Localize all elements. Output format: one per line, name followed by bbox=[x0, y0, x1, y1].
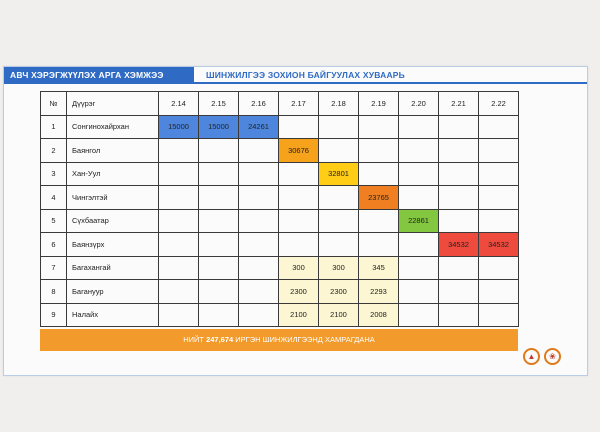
schedule-cell bbox=[239, 303, 279, 327]
schedule-cell: 22861 bbox=[399, 209, 439, 233]
col-header-date: 2.17 bbox=[279, 92, 319, 116]
schedule-cell bbox=[199, 139, 239, 163]
schedule-cell: 32801 bbox=[319, 162, 359, 186]
col-header-date: 2.19 bbox=[359, 92, 399, 116]
schedule-cell: 23765 bbox=[359, 186, 399, 210]
schedule-cell bbox=[199, 256, 239, 280]
schedule-cell bbox=[479, 303, 519, 327]
col-header-date: 2.15 bbox=[199, 92, 239, 116]
schedule-cell: 300 bbox=[279, 256, 319, 280]
schedule-cell bbox=[479, 139, 519, 163]
district-name: Баянзүрх bbox=[67, 233, 159, 257]
schedule-cell bbox=[159, 186, 199, 210]
schedule-cell bbox=[399, 233, 439, 257]
schedule-cell: 2100 bbox=[279, 303, 319, 327]
schedule-cell: 300 bbox=[319, 256, 359, 280]
table-body bbox=[41, 115, 519, 327]
schedule-cell bbox=[199, 209, 239, 233]
schedule-cell bbox=[439, 303, 479, 327]
total-prefix: НИЙТ bbox=[183, 335, 207, 344]
schedule-cell bbox=[239, 139, 279, 163]
schedule-cell bbox=[399, 256, 439, 280]
table-row bbox=[41, 186, 519, 210]
schedule-cell bbox=[479, 162, 519, 186]
schedule-cell: 30676 bbox=[279, 139, 319, 163]
district-name: Багахангай bbox=[67, 256, 159, 280]
row-number: 8 bbox=[41, 280, 67, 304]
schedule-cell bbox=[239, 280, 279, 304]
schedule-cell bbox=[319, 139, 359, 163]
schedule-cell bbox=[359, 162, 399, 186]
schedule-cell: 2008 bbox=[359, 303, 399, 327]
seal-icon: ❀ bbox=[544, 348, 561, 365]
total-count: 247,674 bbox=[206, 335, 234, 344]
schedule-cell bbox=[479, 115, 519, 139]
row-number: 4 bbox=[41, 186, 67, 210]
col-header-date: 2.18 bbox=[319, 92, 359, 116]
row-number: 2 bbox=[41, 139, 67, 163]
header-left-title: АВЧ ХЭРЭГЖҮҮЛЭХ АРГА ХЭМЖЭЭ bbox=[4, 67, 194, 84]
schedule-cell bbox=[159, 139, 199, 163]
emblem-icon: ▲ bbox=[523, 348, 540, 365]
row-number: 1 bbox=[41, 115, 67, 139]
district-name: Сонгинохайрхан bbox=[67, 115, 159, 139]
schedule-cell bbox=[439, 186, 479, 210]
schedule-cell bbox=[159, 303, 199, 327]
schedule-cell: 34532 bbox=[439, 233, 479, 257]
schedule-cell bbox=[159, 162, 199, 186]
schedule-cell: 2293 bbox=[359, 280, 399, 304]
table-row bbox=[41, 209, 519, 233]
schedule-cell bbox=[479, 256, 519, 280]
schedule-cell bbox=[359, 209, 399, 233]
schedule-table bbox=[40, 91, 519, 327]
schedule-cell bbox=[439, 139, 479, 163]
schedule-cell: 24261 bbox=[239, 115, 279, 139]
table-row bbox=[41, 115, 519, 139]
header-right-title: ШИНЖИЛГЭЭ ЗОХИОН БАЙГУУЛАХ ХУВААРЬ bbox=[194, 67, 587, 84]
schedule-cell bbox=[399, 162, 439, 186]
schedule-cell bbox=[359, 115, 399, 139]
schedule-cell bbox=[399, 186, 439, 210]
header-bar bbox=[4, 67, 587, 84]
schedule-cell bbox=[239, 186, 279, 210]
schedule-cell: 2300 bbox=[279, 280, 319, 304]
schedule-cell bbox=[399, 280, 439, 304]
col-header-date: 2.14 bbox=[159, 92, 199, 116]
schedule-cell bbox=[279, 209, 319, 233]
schedule-cell bbox=[439, 256, 479, 280]
schedule-cell bbox=[319, 209, 359, 233]
schedule-cell bbox=[199, 303, 239, 327]
district-name: Налайх bbox=[67, 303, 159, 327]
schedule-cell bbox=[439, 280, 479, 304]
district-name: Сүхбаатар bbox=[67, 209, 159, 233]
schedule-cell bbox=[399, 139, 439, 163]
col-header-district: Дүүрэг bbox=[67, 92, 159, 116]
col-header-date: 2.16 bbox=[239, 92, 279, 116]
schedule-cell bbox=[439, 209, 479, 233]
district-name: Багануур bbox=[67, 280, 159, 304]
total-suffix: ИРГЭН ШИНЖИЛГЭЭНД ХАМРАГДАНА bbox=[233, 335, 375, 344]
schedule-cell: 2100 bbox=[319, 303, 359, 327]
row-number: 3 bbox=[41, 162, 67, 186]
table-row bbox=[41, 280, 519, 304]
row-number: 9 bbox=[41, 303, 67, 327]
schedule-cell bbox=[159, 256, 199, 280]
schedule-cell bbox=[159, 233, 199, 257]
schedule-cell bbox=[439, 115, 479, 139]
schedule-cell bbox=[239, 233, 279, 257]
schedule-cell bbox=[199, 233, 239, 257]
schedule-cell bbox=[399, 303, 439, 327]
schedule-cell bbox=[279, 162, 319, 186]
schedule-cell bbox=[199, 186, 239, 210]
row-number: 5 bbox=[41, 209, 67, 233]
table-row bbox=[41, 256, 519, 280]
col-header-date: 2.22 bbox=[479, 92, 519, 116]
schedule-cell bbox=[239, 209, 279, 233]
schedule-cell bbox=[479, 209, 519, 233]
schedule-cell bbox=[479, 280, 519, 304]
schedule-cell bbox=[239, 256, 279, 280]
total-banner bbox=[40, 329, 518, 351]
table-row bbox=[41, 162, 519, 186]
schedule-cell bbox=[159, 280, 199, 304]
table-row bbox=[41, 139, 519, 163]
row-number: 6 bbox=[41, 233, 67, 257]
schedule-cell: 34532 bbox=[479, 233, 519, 257]
schedule-sheet bbox=[3, 66, 588, 376]
row-number: 7 bbox=[41, 256, 67, 280]
schedule-cell bbox=[479, 186, 519, 210]
district-name: Чингэлтэй bbox=[67, 186, 159, 210]
table-header-row bbox=[41, 92, 519, 116]
district-name: Хан-Уул bbox=[67, 162, 159, 186]
logos bbox=[523, 348, 561, 365]
table-row bbox=[41, 233, 519, 257]
schedule-cell bbox=[319, 233, 359, 257]
district-name: Баянгол bbox=[67, 139, 159, 163]
schedule-cell bbox=[279, 233, 319, 257]
schedule-cell: 15000 bbox=[199, 115, 239, 139]
schedule-cell bbox=[279, 115, 319, 139]
schedule-cell: 2300 bbox=[319, 280, 359, 304]
schedule-cell bbox=[199, 280, 239, 304]
table-row bbox=[41, 303, 519, 327]
schedule-cell bbox=[439, 162, 479, 186]
schedule-cell bbox=[279, 186, 319, 210]
schedule-cell bbox=[319, 186, 359, 210]
col-header-date: 2.20 bbox=[399, 92, 439, 116]
col-header-no: № bbox=[41, 92, 67, 116]
schedule-cell bbox=[359, 233, 399, 257]
schedule-cell bbox=[239, 162, 279, 186]
schedule-cell bbox=[159, 209, 199, 233]
schedule-cell bbox=[359, 139, 399, 163]
schedule-cell bbox=[199, 162, 239, 186]
schedule-cell bbox=[319, 115, 359, 139]
col-header-date: 2.21 bbox=[439, 92, 479, 116]
schedule-cell bbox=[399, 115, 439, 139]
schedule-cell: 345 bbox=[359, 256, 399, 280]
schedule-cell: 15000 bbox=[159, 115, 199, 139]
